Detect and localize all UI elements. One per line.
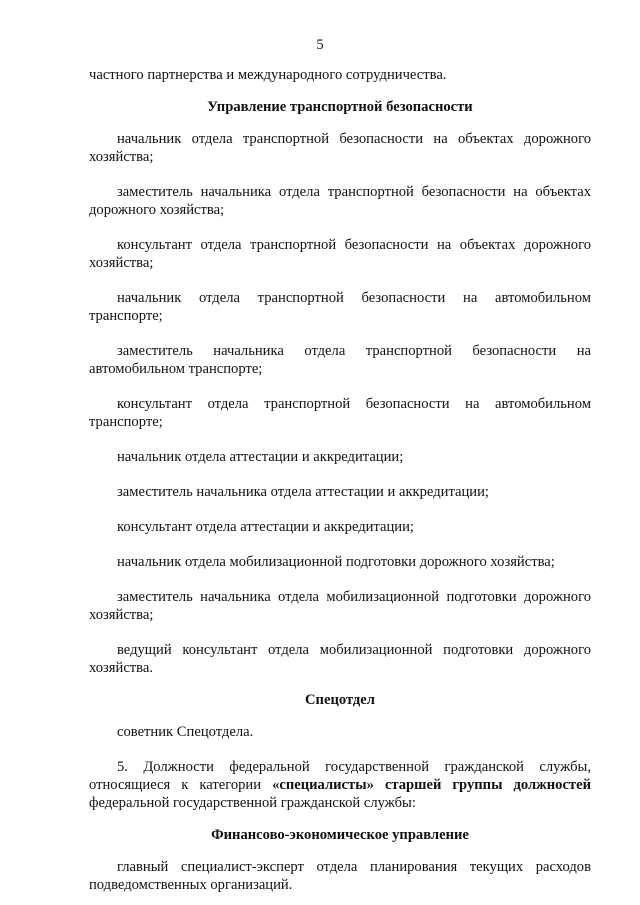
list-item: начальник отдела транспортной безопасности на автомобильном транспорте; — [89, 290, 591, 324]
list-item: консультант отдела транспортной безопасности на автомобильном транспорте; — [89, 396, 591, 430]
list-item: ведущий консультант отдела мобилизационной подготовки дорожного хозяйства. — [89, 642, 591, 676]
list-item: заместитель начальника отдела мобилизационной подготовки дорожного хозяйства; — [89, 589, 591, 623]
list-item: заместитель начальника отдела транспортной безопасности на автомобильном транспорте; — [89, 343, 591, 377]
clause-5-bold-category: «специалисты» — [272, 777, 374, 793]
list-item: заместитель начальника отдела аттестации и аккредитации; — [117, 484, 489, 500]
document-body — [89, 66, 591, 894]
list-item: начальник отдела аттестации и аккредитации; — [117, 449, 404, 465]
list-item: начальник отдела мобилизационной подготовки дорожного хозяйства; — [117, 554, 555, 570]
section-heading-finance: Финансово-экономическое управление — [211, 827, 469, 843]
list-item: начальник отдела транспортной безопасности на объектах дорожного хозяйства; — [89, 131, 591, 165]
list-item: заместитель начальника отдела транспортной безопасности на объектах дорожного хозяйства; — [89, 184, 591, 218]
clause-5-bold-group: старшей группы должностей — [384, 777, 591, 793]
list-item: советник Спецотдела. — [117, 724, 254, 740]
clause-5-paragraph — [89, 758, 591, 812]
intro-paragraph: частного партнерства и международного сотрудничества. — [89, 67, 447, 83]
list-item: консультант отдела аттестации и аккредитации; — [117, 519, 414, 535]
list-item: консультант отдела транспортной безопасности на объектах дорожного хозяйства; — [89, 237, 591, 271]
clause-5-text-start: 5. Должности федеральной государственной гражданской службы, относящиеся к категории — [89, 759, 591, 793]
list-item: главный специалист-эксперт отдела планирования текущих расходов подведомственных организаций. — [89, 859, 591, 893]
section-heading-transport-security: Управление транспортной безопасности — [207, 99, 473, 115]
section-heading-special-department: Спецотдел — [305, 692, 375, 708]
clause-5-space — [374, 777, 385, 793]
clause-5-text-end: федеральной государственной гражданской службы: — [89, 795, 416, 811]
page-number: 5 — [316, 37, 324, 53]
